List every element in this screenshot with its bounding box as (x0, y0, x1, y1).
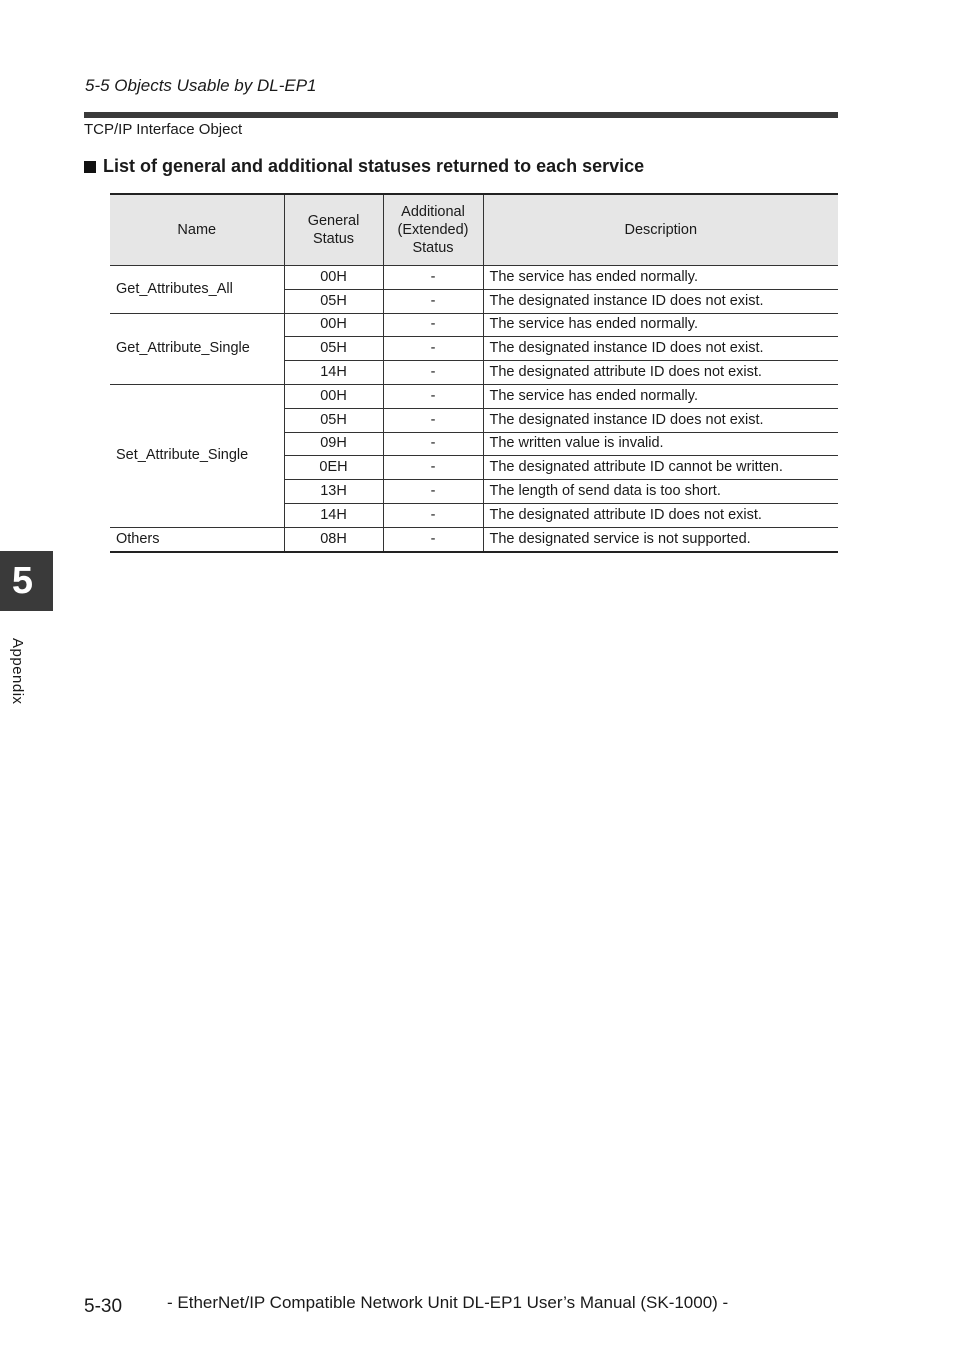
description-cell: The service has ended normally. (483, 313, 838, 337)
additional-status-cell: - (383, 408, 483, 432)
column-header-additional-status (383, 194, 483, 266)
column-header-description: Description (483, 194, 838, 266)
additional-status-cell: - (383, 289, 483, 313)
general-status-cell: 0EH (284, 456, 383, 480)
additional-status-cell: - (383, 480, 483, 504)
table-row (110, 384, 838, 408)
table-header-row (110, 194, 838, 266)
description-cell: The service has ended normally. (483, 266, 838, 290)
description-cell: The designated instance ID does not exist. (483, 337, 838, 361)
description-cell: The service has ended normally. (483, 384, 838, 408)
description-cell: The length of send data is too short. (483, 480, 838, 504)
additional-status-cell: - (383, 527, 483, 551)
table-heading-text: List of general and additional statuses returned to each service (103, 156, 645, 176)
additional-status-cell: - (383, 266, 483, 290)
description-cell: The designated service is not supported. (483, 527, 838, 551)
column-header-name: Name (110, 194, 284, 266)
general-status-cell: 08H (284, 527, 383, 551)
table-heading (84, 156, 644, 177)
column-header-additional-status-label: Additional (Extended) Status (397, 204, 469, 256)
table-body (110, 266, 838, 552)
column-header-general-status-label: General Status (307, 213, 360, 247)
description-cell: The written value is invalid. (483, 432, 838, 456)
general-status-cell: 14H (284, 361, 383, 385)
additional-status-cell: - (383, 432, 483, 456)
section-title: 5-5 Objects Usable by DL-EP1 (85, 76, 317, 95)
column-header-general-status (284, 194, 383, 266)
general-status-cell: 09H (284, 432, 383, 456)
footer-manual-title: - EtherNet/IP Compatible Network Unit DL-EP1 User’s Manual (SK-1000) - (167, 1293, 729, 1312)
table-row (110, 266, 838, 290)
additional-status-cell: - (383, 384, 483, 408)
table-row (110, 527, 838, 551)
general-status-cell: 13H (284, 480, 383, 504)
service-name-cell: Set_Attribute_Single (110, 384, 284, 527)
page-number: 5-30 (84, 1296, 123, 1317)
general-status-cell: 05H (284, 337, 383, 361)
general-status-cell: 00H (284, 384, 383, 408)
description-cell: The designated attribute ID does not exist. (483, 361, 838, 385)
side-label-appendix: Appendix (9, 638, 26, 705)
description-cell: The designated attribute ID does not exist. (483, 503, 838, 527)
service-name-cell: Get_Attribute_Single (110, 313, 284, 384)
general-status-cell: 05H (284, 408, 383, 432)
additional-status-cell: - (383, 361, 483, 385)
table-row (110, 313, 838, 337)
additional-status-cell: - (383, 337, 483, 361)
additional-status-cell: - (383, 456, 483, 480)
square-bullet-icon (84, 161, 96, 173)
general-status-cell: 05H (284, 289, 383, 313)
additional-status-cell: - (383, 503, 483, 527)
service-name-cell: Others (110, 527, 284, 551)
chapter-tab: 5 (0, 551, 53, 611)
general-status-cell: 14H (284, 503, 383, 527)
status-table (110, 193, 838, 553)
subsection-label: TCP/IP Interface Object (84, 121, 243, 138)
header-rule (84, 112, 838, 118)
description-cell: The designated instance ID does not exist. (483, 289, 838, 313)
general-status-cell: 00H (284, 266, 383, 290)
service-name-cell: Get_Attributes_All (110, 266, 284, 314)
general-status-cell: 00H (284, 313, 383, 337)
description-cell: The designated attribute ID cannot be written. (483, 456, 838, 480)
additional-status-cell: - (383, 313, 483, 337)
description-cell: The designated instance ID does not exist. (483, 408, 838, 432)
